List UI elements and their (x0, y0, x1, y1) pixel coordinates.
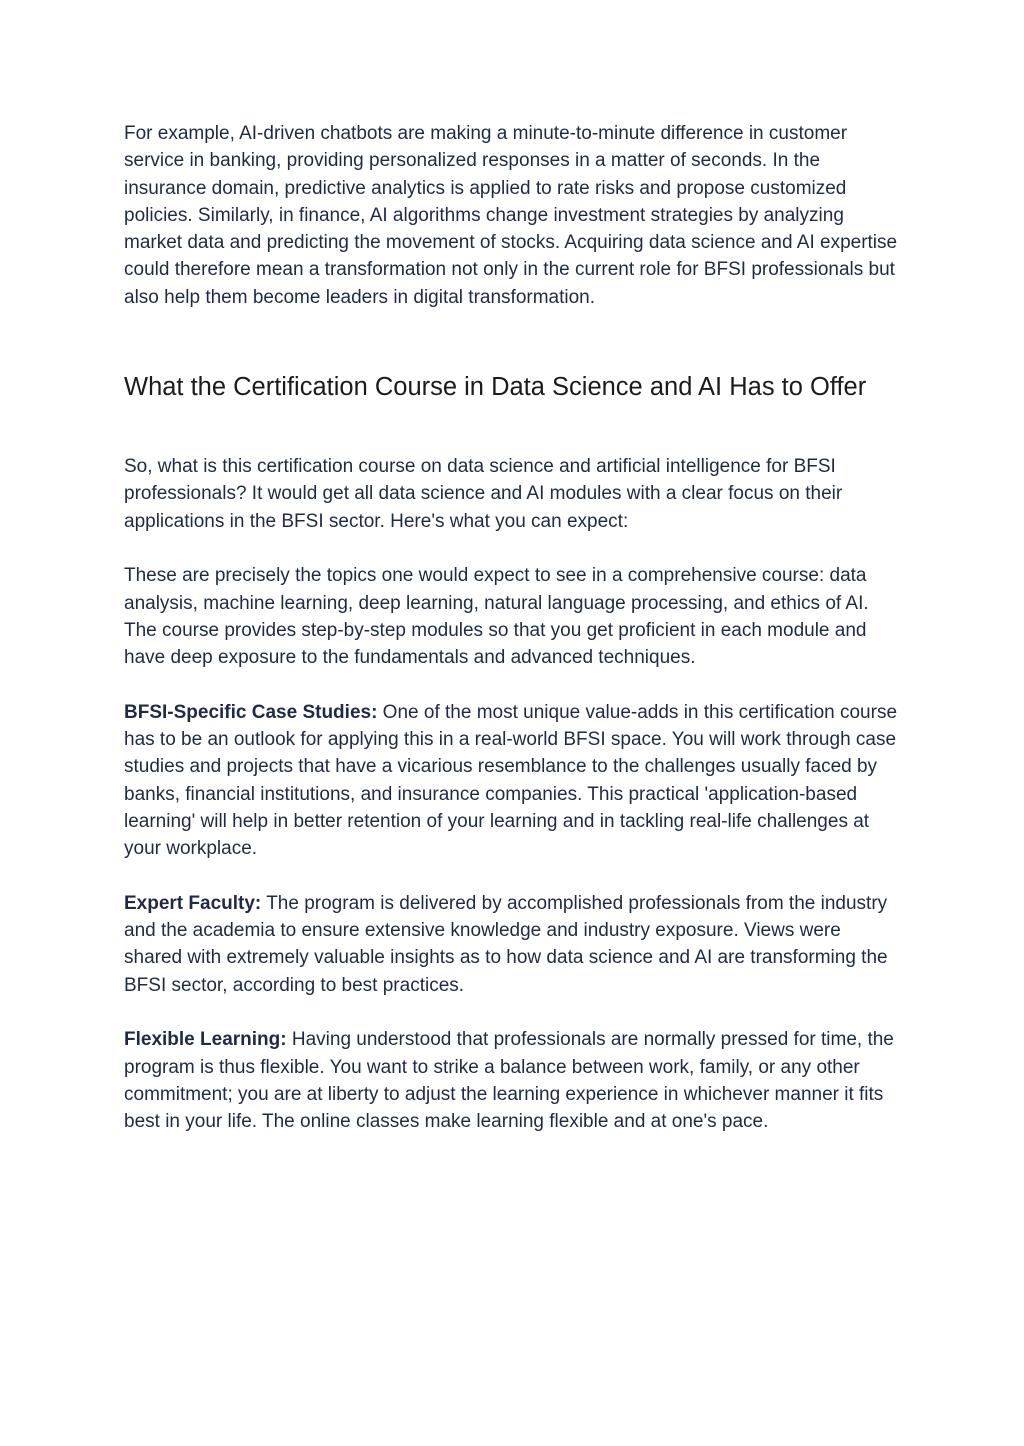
topics-paragraph: These are precisely the topics one would expect to see in a comprehensive course: data analysis, machine learning, deep learning, natural language processing, and ethics of AI. The course provides step-by-step modules so that you get proficient in each module and have deep exposure to the fundamentals and advanced techniques. (124, 565, 869, 669)
flexible-learning-text: Having understood that professionals are normally pressed for time, the program is thus flexible. You want to strike a balance between work, family, or any other commitment; you are at liberty to adjust the learning experience in whichever manner it fits best in your life. The online classes make learning flexible and at one's pace. (124, 1029, 894, 1133)
case-studies-text: One of the most unique value-adds in this certification course has to be an outlook for applying this in a real-world BFSI space. You will work through case studies and projects that have a vicarious resemblance to the challenges usually faced by banks, financial institutions, and insurance companies. This practical 'application-based learning' will help in better retention of your learning and in tackling real-life challenges at your workplace. (124, 701, 898, 860)
flexible-learning-paragraph (124, 1026, 904, 1135)
expert-faculty-label: Expert Faculty: (124, 892, 262, 914)
document-page (124, 120, 904, 1136)
intro-paragraph: For example, AI-driven chatbots are making a minute-to-minute difference in customer service in banking, providing personalized responses in a matter of seconds. In the insurance domain, predictive analytics is applied to rate risks and propose customized policies. Similarly, in finance, AI algorithms change investment strategies by analyzing market data and predicting the movement of stocks. Acquiring data science and AI expertise could therefore mean a transformation not only in the current role for BFSI professionals but also help them become leaders in digital transformation. (124, 123, 898, 308)
section-heading: What the Certification Course in Data Science and AI Has to Offer (124, 373, 867, 402)
flexible-learning-label: Flexible Learning: (124, 1029, 287, 1051)
case-studies-paragraph (124, 699, 904, 863)
case-studies-label: BFSI-Specific Case Studies: (124, 701, 378, 723)
lead-paragraph: So, what is this certification course on data science and artificial intelligence for BFSI professionals? It would get all data science and AI modules with a clear focus on their applications in the BFSI sector. Here's what you can expect: (124, 456, 843, 532)
expert-faculty-text: The program is delivered by accomplished professionals from the industry and the academia to ensure extensive knowledge and industry exposure. Views were shared with extremely valuable insights as to how data science and AI are transforming the BFSI sector, according to best practices. (124, 892, 888, 996)
expert-faculty-paragraph (124, 890, 904, 999)
